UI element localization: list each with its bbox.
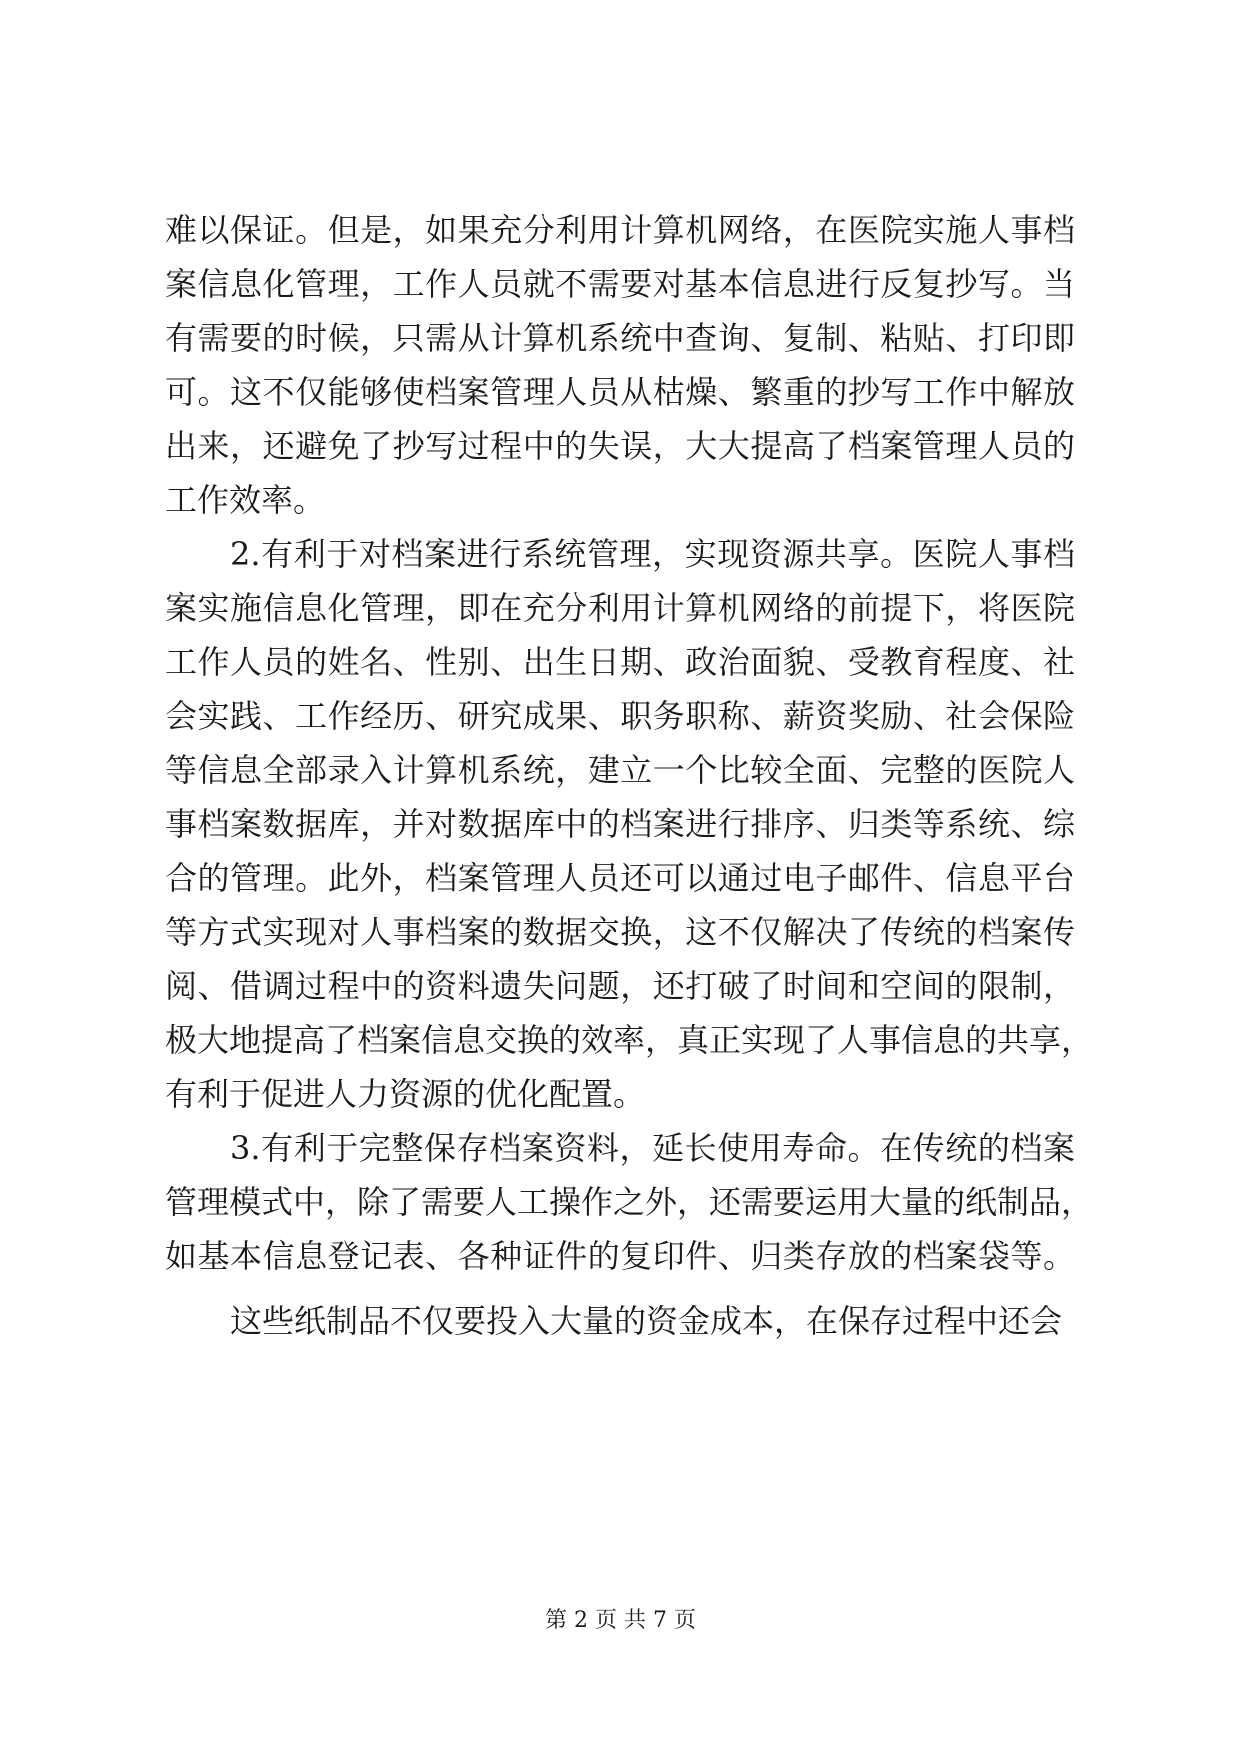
text-line-6: 工作效率。	[165, 481, 326, 519]
text-line-8: 案实施信息化管理，即在充分利用计算机网络的前提下，将医院	[165, 589, 1075, 627]
text-line-13: 合的管理。此外，档案管理人员还可以通过电子邮件、信息平台	[165, 859, 1075, 897]
text-line-11: 等信息全部录入计算机系统，建立一个比较全面、完整的医院人	[165, 751, 1075, 789]
paragraph-3-heading-line: 3.有利于完整保存档案资料，延长使用寿命。在传统的档案	[230, 1129, 1075, 1167]
text-line-14: 等方式实现对人事档案的数据交换，这不仅解决了传统的档案传	[165, 913, 1075, 951]
paragraph-4-line: 这些纸制品不仅要投入大量的资金成本，在保存过程中还会	[230, 1302, 1063, 1340]
text-line-1: 难以保证。但是，如果充分利用计算机网络，在医院实施人事档	[165, 211, 1075, 249]
text-line-5: 出来，还避免了抄写过程中的失误，大大提高了档案管理人员的	[165, 427, 1075, 465]
text-line-16: 极大地提高了档案信息交换的效率，真正实现了人事信息的共享，	[165, 1021, 1094, 1059]
text-line-15: 阅、借调过程中的资料遗失问题，还打破了时间和空间的限制，	[165, 967, 1075, 1005]
text-line-20: 如基本信息登记表、各种证件的复印件、归类存放的档案袋等。	[165, 1237, 1075, 1275]
text-line-2: 案信息化管理，工作人员就不需要对基本信息进行反复抄写。当	[165, 265, 1075, 303]
text-line-9: 工作人员的姓名、性别、出生日期、政治面貌、受教育程度、社	[165, 643, 1075, 681]
text-line-3: 有需要的时候，只需从计算机系统中查询、复制、粘贴、打印即	[165, 319, 1075, 357]
page-footer: 第 2 页 共 7 页	[545, 1608, 696, 1633]
text-line-12: 事档案数据库，并对数据库中的档案进行排序、归类等系统、综	[165, 805, 1075, 843]
paragraph-2-heading-line: 2.有利于对档案进行系统管理，实现资源共享。医院人事档	[230, 535, 1075, 573]
text-line-19: 管理模式中，除了需要人工操作之外，还需要运用大量的纸制品，	[165, 1183, 1094, 1221]
text-line-4: 可。这不仅能够使档案管理人员从枯燥、繁重的抄写工作中解放	[165, 373, 1075, 411]
text-line-17: 有利于促进人力资源的优化配置。	[165, 1075, 646, 1113]
text-line-10: 会实践、工作经历、研究成果、职务职称、薪资奖励、社会保险	[165, 697, 1075, 735]
